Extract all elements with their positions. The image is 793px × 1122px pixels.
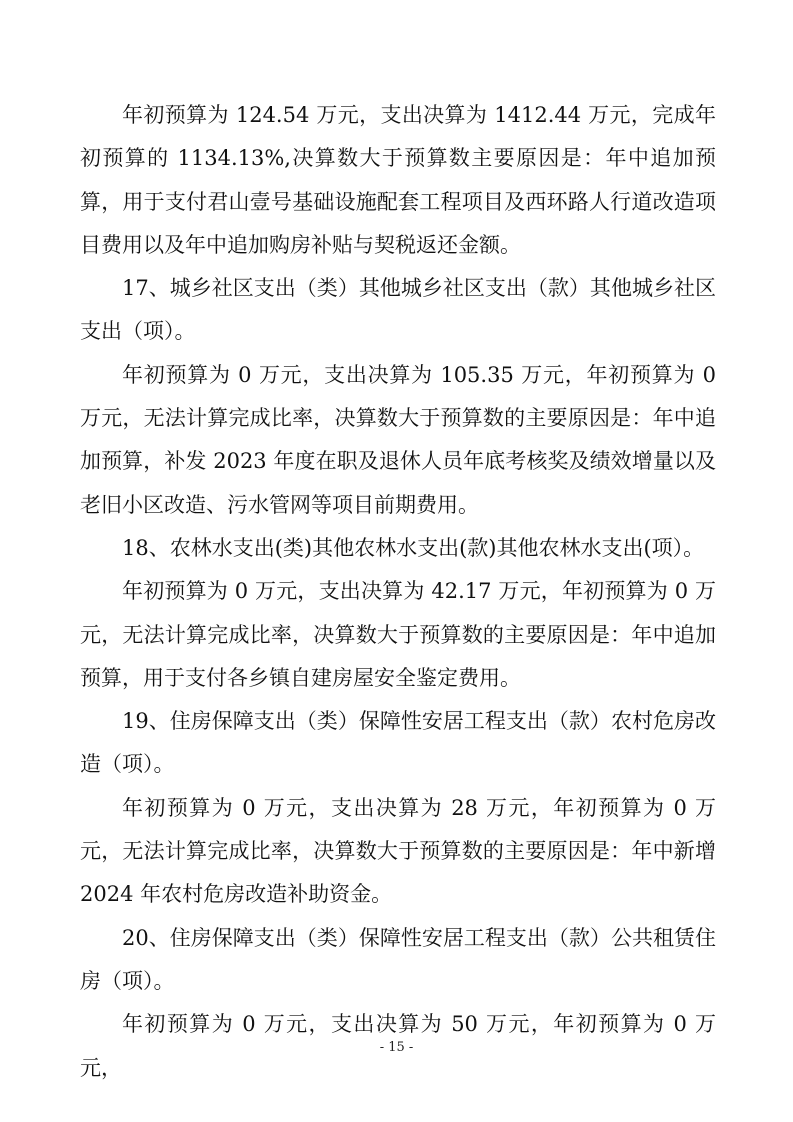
document-body — [80, 94, 716, 1090]
paragraph-budget-summary: 年初预算为 124.54 万元，支出决算为 1412.44 万元，完成年初预算的 1134.13%,决算数大于预算数主要原因是：年中追加预算，用于支付君山壹号基础设施配套工程项目及西环路人行道改造项目费用以及年中追加购房补贴与契税返还金额。 — [80, 103, 716, 257]
paragraph-item-19-heading: 19、住房保障支出（类）保障性安居工程支出（款）农村危房改造（项）。 — [80, 709, 716, 777]
page-number: - 15 - — [379, 1040, 414, 1055]
paragraph-item-20-heading: 20、住房保障支出（类）保障性安居工程支出（款）公共租赁住房（项）。 — [80, 925, 716, 993]
paragraph-item-19-detail: 年初预算为 0 万元，支出决算为 28 万元，年初预算为 0 万元，无法计算完成比率，决算数大于预算数的主要原因是：年中新增 2024 年农村危房改造补助资金。 — [80, 795, 716, 907]
paragraph-item-18-detail: 年初预算为 0 万元，支出决算为 42.17 万元，年初预算为 0 万元，无法计算完成比率，决算数大于预算数的主要原因是：年中追加预算，用于支付各乡镇自建房屋安全鉴定费用。 — [80, 579, 716, 690]
paragraph-item-20-detail: 年初预算为 0 万元，支出决算为 50 万元，年初预算为 0 万元， — [80, 1012, 716, 1080]
paragraph-item-18-heading: 18、农林水支出(类)其他农林水支出(款)其他农林水支出(项）。 — [122, 535, 705, 560]
paragraph-item-17-detail: 年初预算为 0 万元，支出决算为 105.35 万元，年初预算为 0 万元，无法计算完成比率，决算数大于预算数的主要原因是：年中追加预算，补发 2023 年度在职及退休人员年底考核奖及绩效增量以及老旧小区改造、污水管网等项目前期费用。 — [80, 362, 716, 517]
paragraph-item-17-heading: 17、城乡社区支出（类）其他城乡社区支出（款）其他城乡社区支出（项）。 — [80, 276, 716, 344]
